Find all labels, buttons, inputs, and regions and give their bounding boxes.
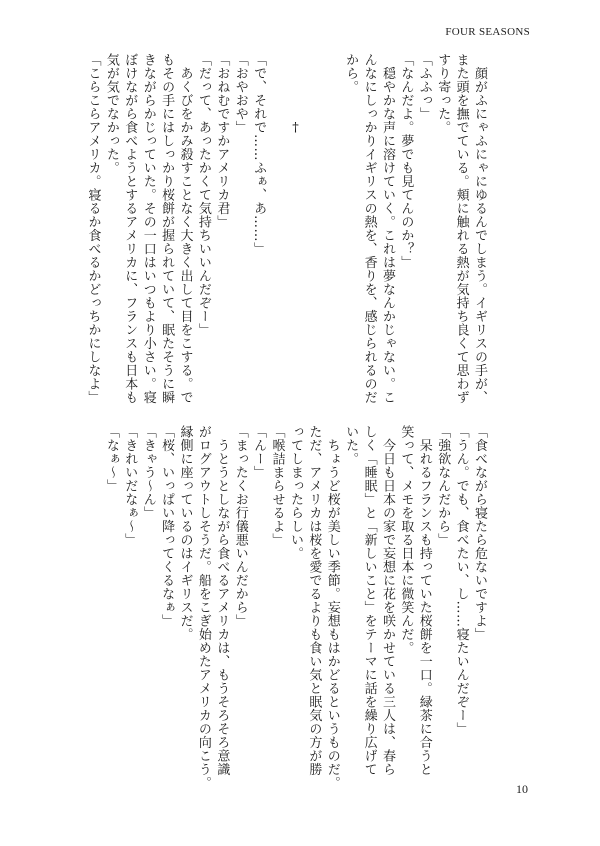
page-number: 10	[516, 782, 528, 796]
text-line: 「きゃう～ん」	[140, 425, 156, 520]
text-line: 呆れるフランスも持っていた桜餅を一口。緑茶に合うと	[416, 425, 432, 776]
text-line: きながらかじっていた。その一口はいつもより小さい。寝	[140, 53, 156, 404]
text-line: もその手にはしっかり桜餅が握られていて、眠たそうに瞬	[159, 53, 175, 404]
running-header: FOUR SEASONS	[445, 26, 530, 38]
text-line: 「ふふっ」	[416, 53, 432, 121]
text-line: 「こらこらアメリカ。寝るか食べるかどっちかにしなよ」	[85, 53, 101, 404]
text-line	[322, 53, 340, 383]
upper-text-block	[83, 53, 488, 404]
text-line: 気が気でなかった。	[103, 53, 119, 175]
text-line: しく「睡眠」と「新しいこと」をテーマに話を繰り広げて	[361, 425, 377, 776]
text-line: 「おねむですかアメリカ君」	[214, 53, 230, 229]
text-line	[267, 53, 285, 383]
text-line: 「喉詰まらせるよ」	[269, 425, 285, 547]
text-line: 「うん。でも、食べたい、し……寝たいんだぞー」	[453, 425, 469, 736]
text-line: ちょうど桜が美しい季節。妄想もはかどるというものだ。	[324, 425, 340, 790]
text-line: うとうとしながら食べるアメリカは、もうそろそろ意識	[214, 425, 230, 776]
text-line: がログアウトしそうだ。船をこぎ始めたアメリカの向こう。	[195, 425, 211, 790]
text-line: 「強欲なんだから」	[435, 425, 451, 547]
text-line: ってしまったらしい。	[287, 425, 303, 560]
text-line: すり寄った。	[435, 53, 451, 134]
section-dagger: †	[287, 53, 303, 136]
text-line: んなにしっかりイギリスの熱を、香りを、感じられるのだ	[361, 53, 377, 404]
text-line: 「きれいだなぁ～」	[122, 425, 138, 547]
text-line: 「おやおや」	[232, 53, 248, 134]
text-line: 縁側に座っているのはイギリスだ。	[177, 425, 193, 641]
text-line: 今日も日本の家で妄想に花を咲かせている三人は、春ら	[379, 425, 395, 776]
text-line: 「だって、あったかくて気持ちいいんだぞー」	[195, 53, 211, 337]
text-line: いた。	[343, 425, 359, 466]
lower-text-block	[101, 425, 488, 790]
text-line: 穏やかな声に溶けていく。これは夢なんかじゃない。こ	[379, 53, 395, 404]
text-line: 笑って、メモを取る日本に微笑んだ。	[398, 425, 414, 655]
text-line	[304, 53, 322, 383]
text-line: 「まったくお行儀悪いんだから」	[232, 425, 248, 628]
text-line: ただ、アメリカは桜を愛でるよりも食い気と眠気の方が勝	[306, 425, 322, 776]
text-line: から。	[343, 53, 359, 94]
text-line: 「で、それで……ふぁ、あ……」	[251, 53, 267, 256]
text-line: 「桜、いっぱい降ってくるなぁ」	[159, 425, 175, 628]
text-line: 「んー」	[251, 425, 267, 479]
text-line: あくびをかみ殺すことなく大きく出して目をこする。で	[177, 53, 193, 404]
text-line: 「なんだよ。夢でも見てんのか？」	[398, 53, 414, 269]
text-line: 「食べながら寝たら危ないですよ」	[472, 425, 487, 641]
text-line: 顔がふにゃふにゃにゆるんでしまう。イギリスの手が、	[472, 53, 487, 404]
text-line: ぼけながら食べようとするアメリカに、フランスも日本も	[122, 53, 138, 404]
text-line: 「なぁ～」	[103, 425, 119, 493]
text-line: また頭を撫でている。頬に触れる熱が気持ち良くて思わず	[453, 53, 469, 404]
